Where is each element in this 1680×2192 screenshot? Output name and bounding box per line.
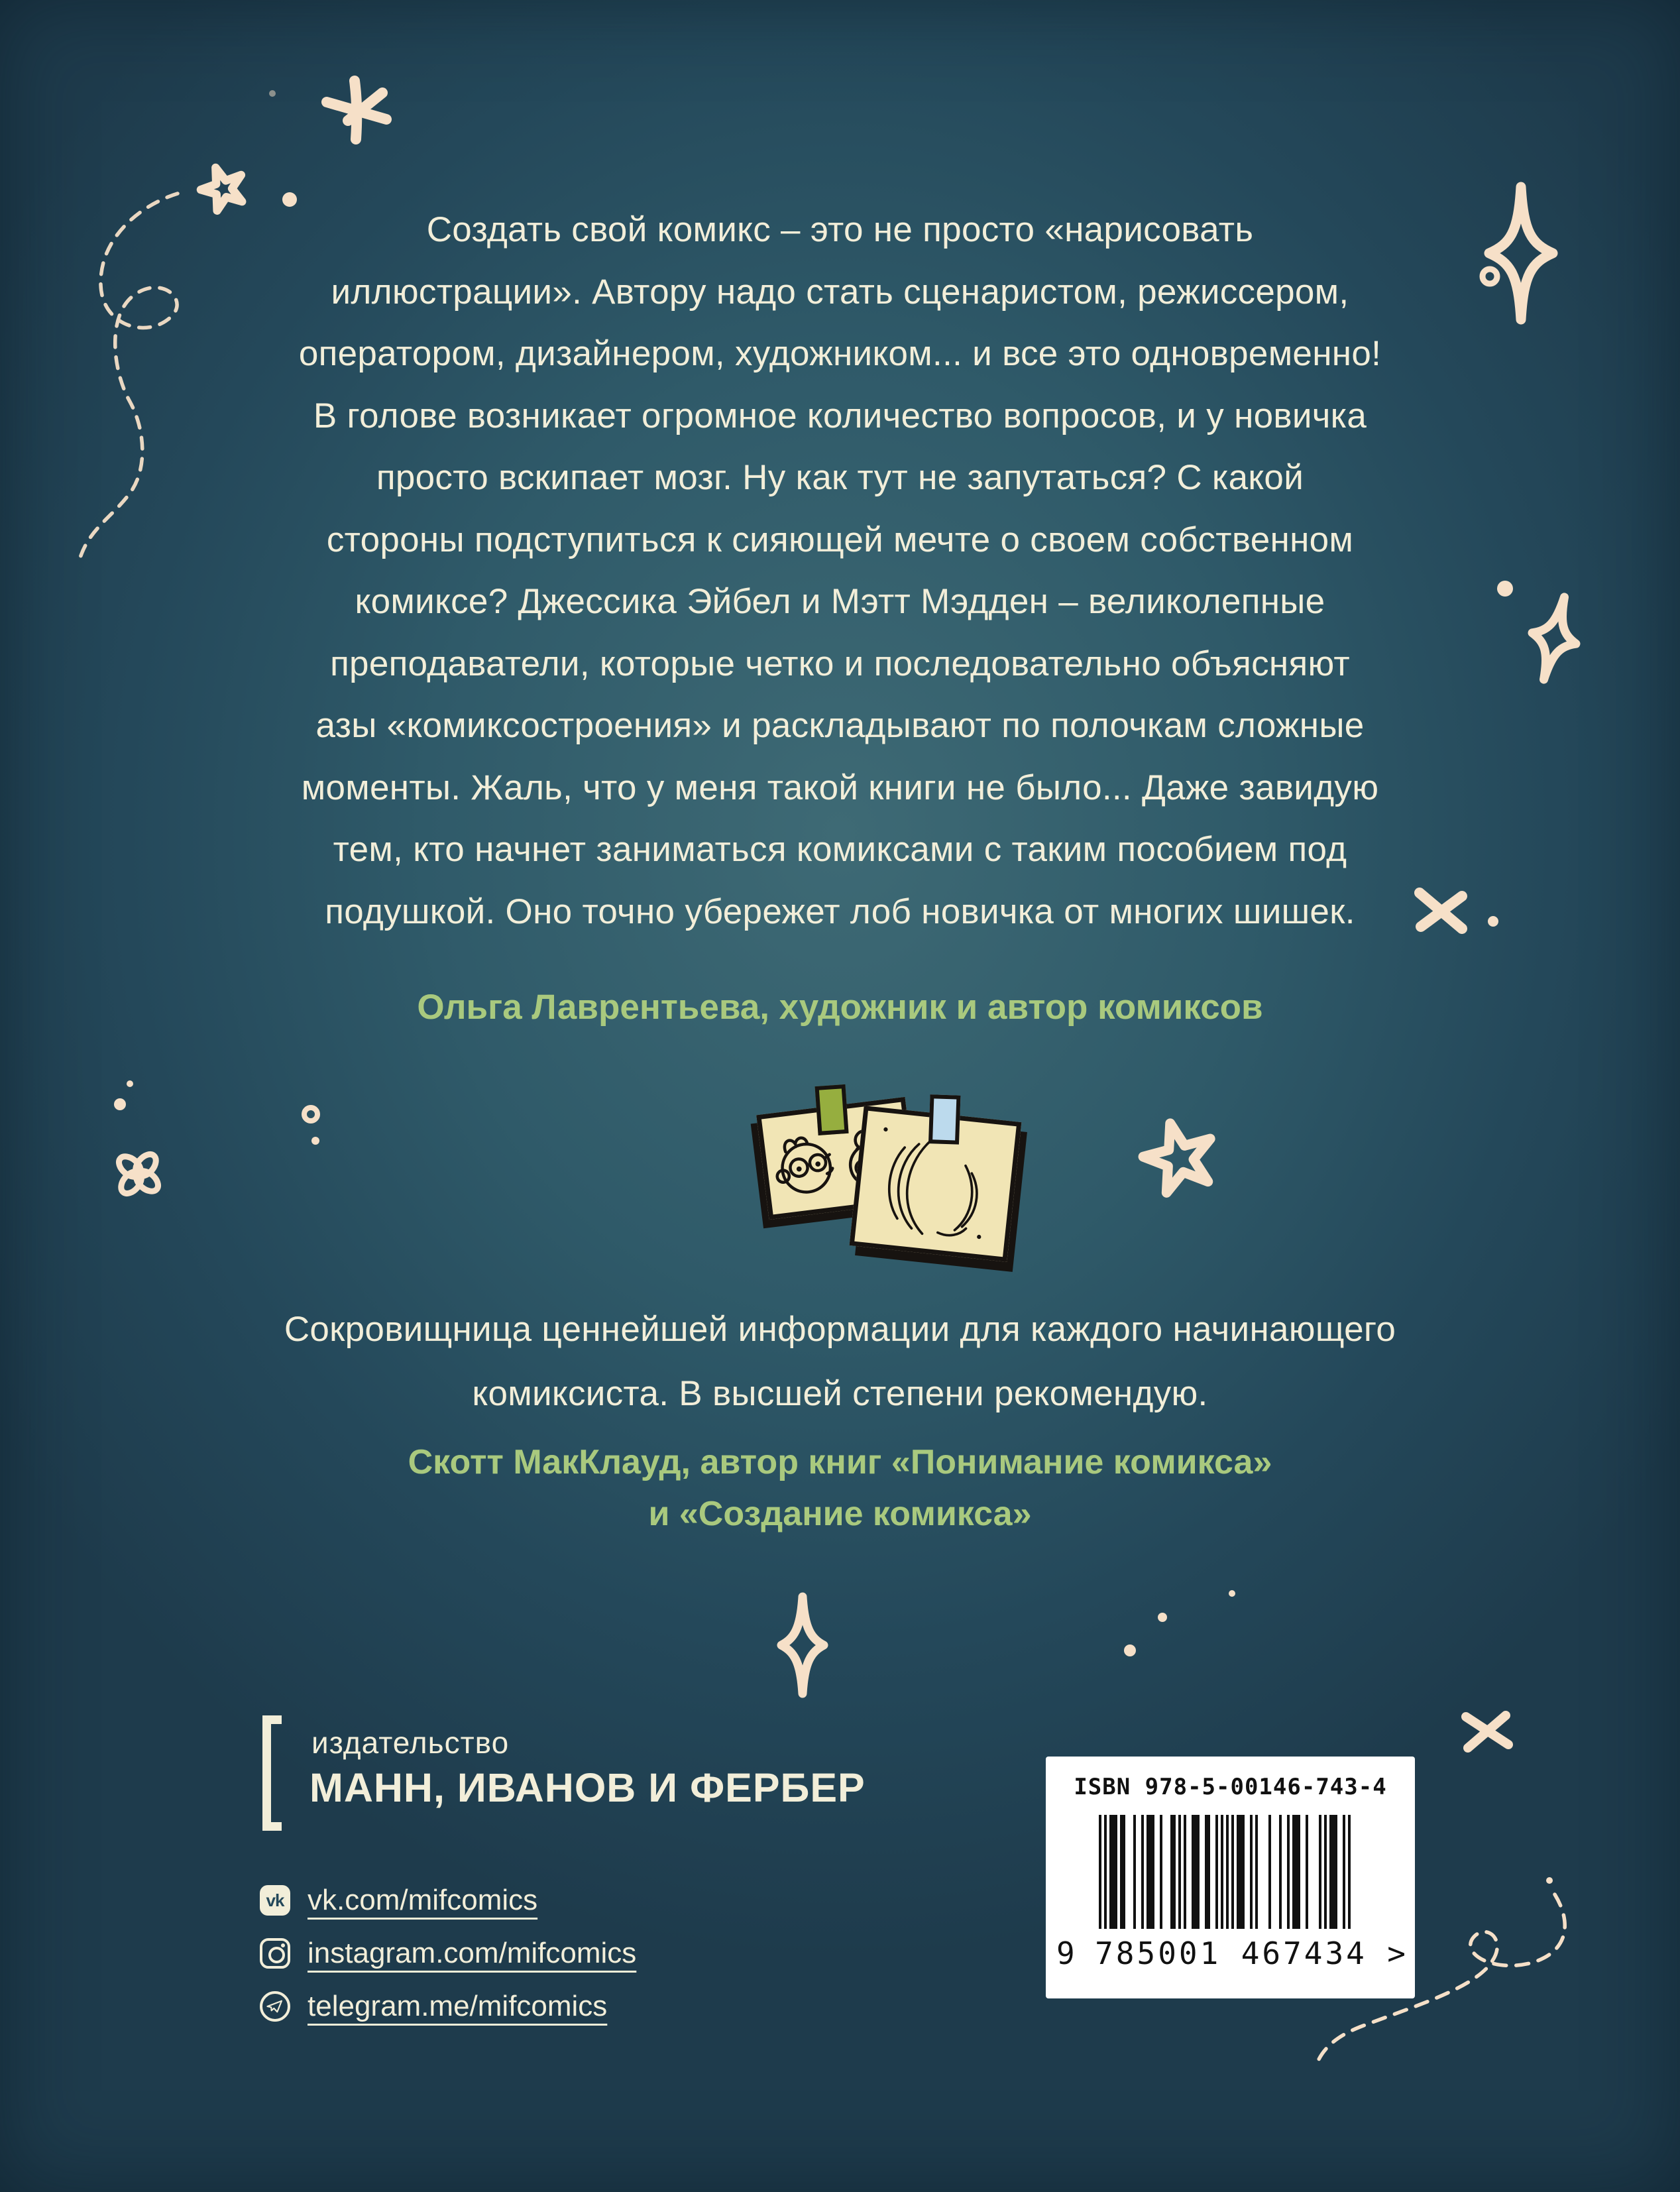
star-dot (1229, 1590, 1235, 1597)
barcode-digit-group: 467434 (1241, 1935, 1367, 1971)
barcode-bars (1099, 1815, 1351, 1929)
social-row-telegram (260, 1990, 636, 2023)
quote-text-block (0, 199, 1680, 943)
quote-line: моменты. Жаль, что у меня такой книги не было... Даже завидую (301, 768, 1379, 807)
quote-line: подушкой. Оно точно убережет лоб новичка от многих шишек. (325, 892, 1355, 931)
quote-text-block-2 (0, 1297, 1680, 1426)
publisher-name: МАНН, ИВАНОВ И ФЕРБЕР (309, 1765, 866, 1810)
instagram-lens (268, 1947, 285, 1963)
social-row-vk (260, 1884, 636, 1917)
quote-line: Создать свой комикс – это не просто «нарисовать (426, 210, 1254, 249)
quote-attribution-2 (0, 1436, 1680, 1540)
flower-doodle (105, 1140, 172, 1207)
sparkle-vertical-icon (781, 1597, 824, 1694)
star-dot (311, 1137, 319, 1145)
cross-doodle (1466, 1715, 1508, 1748)
quote-line: оператором, дизайнером, художником... и все это одновременно! (298, 334, 1382, 373)
quote-line: иллюстрации». Автору надо стать сценаристом, режиссером, (331, 272, 1349, 312)
donut-dot (304, 1108, 317, 1121)
scribble-doodle (854, 1111, 1016, 1257)
quote-line: Сокровищница ценнейшей информации для каждого начинающего (284, 1310, 1396, 1349)
big-star-icon (1137, 1114, 1221, 1196)
barcode-digit-lead: 9 (1056, 1935, 1075, 1971)
vk-icon: vk (260, 1885, 290, 1916)
social-row-instagram (260, 1937, 636, 1970)
quote-line: преподаватели, которые четко и последовательно объясняют (330, 644, 1350, 683)
barcode-suffix: > (1387, 1935, 1406, 1971)
star-dot (269, 90, 276, 97)
quote-line: азы «комиксостроения» и раскладывают по полочкам сложные (315, 706, 1365, 745)
quote-line: комиксиста. В высшей степени рекомендую. (472, 1374, 1208, 1413)
quote-line: В голове возникает огромное количество вопросов, и у новичка (313, 396, 1367, 435)
quote-line: тем, кто начнет заниматься комиксами с таким пособием под (333, 830, 1347, 869)
instagram-icon (260, 1938, 290, 1969)
quote-attribution: Ольга Лаврентьева, художник и автор комиксов (417, 988, 1263, 1027)
quote-line: стороны подступиться к сияющей мечте о своем собственном (326, 520, 1354, 559)
barcode-panel (1046, 1757, 1415, 1998)
publisher-label: издательство (311, 1725, 510, 1760)
barcode-digit-group: 785001 (1095, 1935, 1221, 1971)
star-dot (1158, 1613, 1167, 1622)
instagram-link[interactable]: instagram.com/mifcomics (308, 1937, 637, 1969)
star-dot (1546, 1877, 1553, 1884)
sticky-note-sketch-scribble (850, 1106, 1022, 1262)
instagram-dot (281, 1943, 285, 1947)
barcode-digits (1056, 1933, 1406, 1974)
attribution-line: Скотт МакКлауд, автор книг «Понимание комикса» (408, 1443, 1272, 1481)
star-dot (127, 1080, 133, 1087)
quote-line: просто вскипает мозг. Ну как тут не запутаться? С какой (376, 458, 1304, 497)
star-dot (114, 1098, 126, 1110)
telegram-link[interactable]: telegram.me/mifcomics (308, 1990, 608, 2022)
social-links (260, 1884, 636, 2023)
isbn-number: ISBN 978-5-00146-743-4 (1074, 1774, 1387, 1800)
publisher-bracket-logo (262, 1715, 282, 1831)
asterisk-star-icon (327, 81, 386, 139)
star-dot (1124, 1644, 1136, 1656)
quote-line: комиксе? Джессика Эйбел и Мэтт Мэдден – великолепные (355, 582, 1325, 621)
telegram-icon (260, 1991, 290, 2022)
attribution-line: и «Создание комикса» (648, 1495, 1032, 1533)
vk-link[interactable]: vk.com/mifcomics (308, 1884, 538, 1916)
